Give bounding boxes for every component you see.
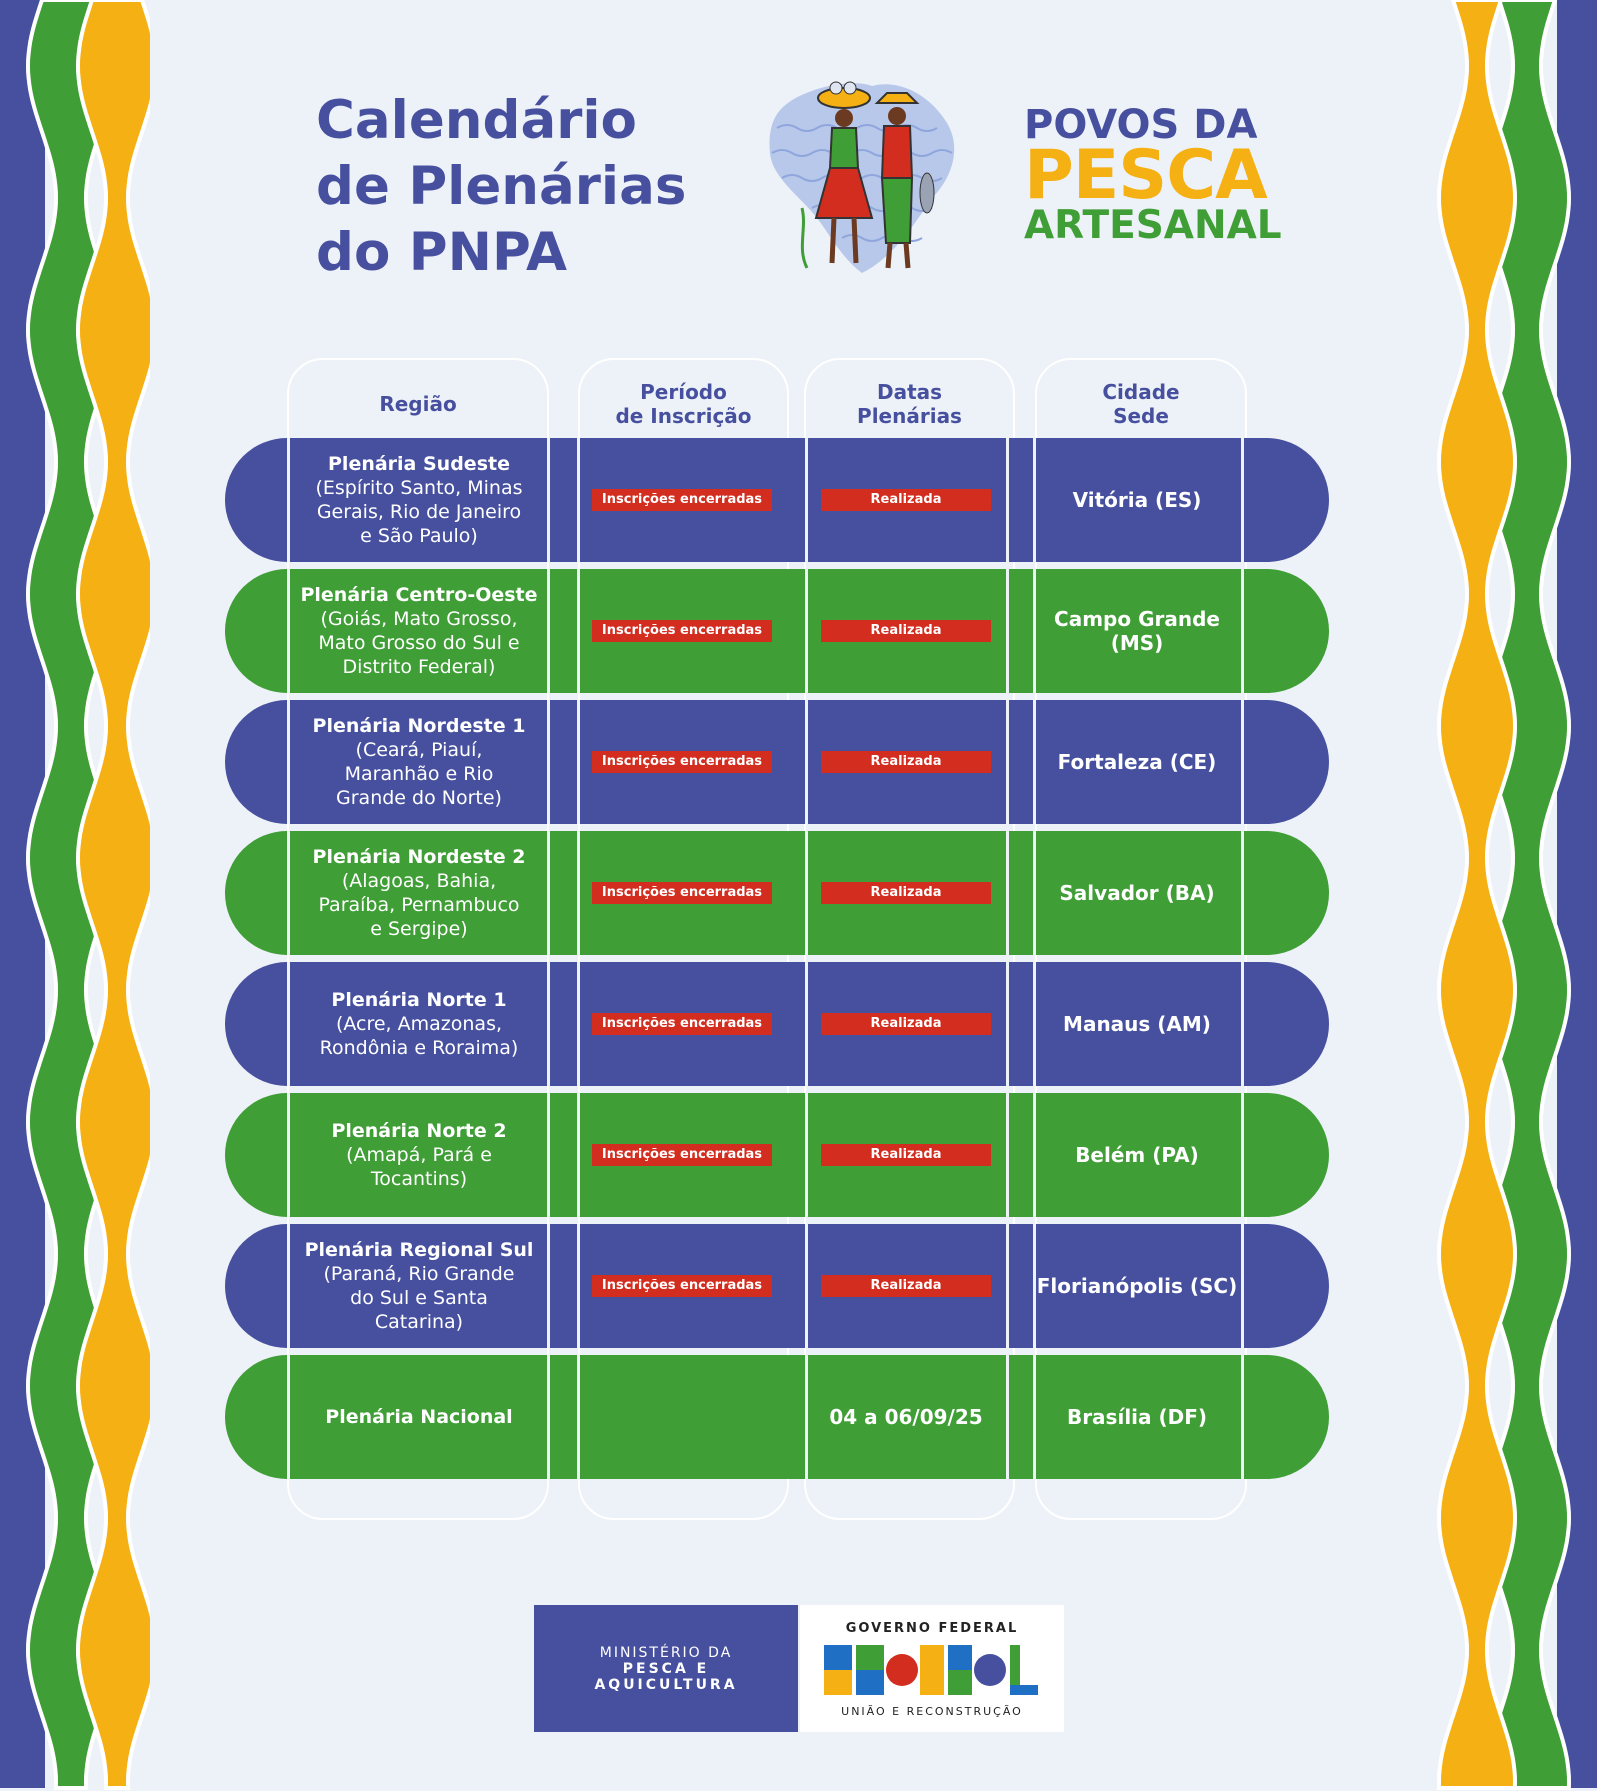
- column-divider: [1241, 569, 1244, 693]
- table-row: [225, 962, 1329, 1086]
- dates-cell: [805, 1093, 1007, 1217]
- gov-top-text: GOVERNO FEDERAL: [845, 1621, 1019, 1636]
- dates-cell: [805, 700, 1007, 824]
- region-cell: [289, 962, 549, 1086]
- column-divider: [1241, 1224, 1244, 1348]
- region-name: Plenária Norte 2: [331, 1120, 507, 1142]
- region-name: Plenária Centro-Oeste: [300, 584, 538, 606]
- region-name: Plenária Sudeste: [328, 453, 510, 475]
- city-cell: Brasília (DF): [1066, 1405, 1208, 1429]
- status-badge: Realizada: [821, 751, 991, 773]
- status-badge: Inscrições encerradas: [592, 1275, 772, 1297]
- ministry-logo: [534, 1605, 798, 1732]
- region-cell: [289, 700, 549, 824]
- status-badge: Realizada: [821, 620, 991, 642]
- city-cell: Campo Grande (MS): [1054, 607, 1220, 655]
- city-cell: Florianópolis (SC): [1036, 1274, 1238, 1298]
- status-badge: Inscrições encerradas: [592, 489, 772, 511]
- header-cidade: Cidade Sede: [1102, 380, 1180, 428]
- region-states: (Acre, Amazonas, Rondônia e Roraima): [319, 1013, 519, 1059]
- region-cell: [289, 438, 549, 562]
- column-divider: [1241, 831, 1244, 955]
- status-badge: Inscrições encerradas: [592, 751, 772, 773]
- dates-cell: [805, 831, 1007, 955]
- region-name: Plenária Regional Sul: [304, 1239, 534, 1261]
- period-cell: [579, 700, 785, 824]
- ministry-line-2: PESCA E: [622, 1660, 710, 1677]
- table-row: [225, 1355, 1329, 1479]
- header-regiao: Região: [379, 392, 457, 416]
- region-cell: [289, 1093, 549, 1217]
- region-states: (Espírito Santo, Minas Gerais, Rio de Janeiro e São Paulo): [315, 477, 523, 547]
- dates-cell: [805, 569, 1007, 693]
- region-cell: [289, 831, 549, 955]
- table-row: [225, 569, 1329, 693]
- region-cell: [289, 1355, 549, 1479]
- ministry-line-3: AQUICULTURA: [594, 1676, 738, 1693]
- status-badge: Realizada: [821, 1144, 991, 1166]
- region-states: (Alagoas, Bahia, Paraíba, Pernambuco e Sergipe): [318, 870, 520, 940]
- city-cell: Vitória (ES): [1072, 488, 1202, 512]
- region-name: Plenária Nordeste 1: [312, 715, 526, 737]
- region-name: Plenária Nacional: [325, 1406, 513, 1428]
- table-row: [225, 1224, 1329, 1348]
- region-cell: [289, 569, 549, 693]
- table-row: [225, 700, 1329, 824]
- column-divider: [1241, 438, 1244, 562]
- period-cell: [579, 1355, 785, 1479]
- povos-da-pesca-logo: [1024, 104, 1282, 246]
- gov-bottom-text: UNIÃO E RECONSTRUÇÃO: [841, 1705, 1023, 1718]
- period-cell: [579, 1224, 785, 1348]
- column-divider: [1241, 1093, 1244, 1217]
- city-cell: Salvador (BA): [1059, 881, 1215, 905]
- dates-cell: [805, 438, 1007, 562]
- period-cell: [579, 962, 785, 1086]
- table-row: [225, 438, 1329, 562]
- header-datas: Datas Plenárias: [857, 380, 962, 428]
- title-line: de Plenárias: [316, 156, 687, 217]
- brand-line-1: POVOS DA: [1024, 102, 1258, 148]
- dates-cell: [805, 1355, 1007, 1479]
- left-wave-border: [0, 0, 150, 1791]
- city-cell: Fortaleza (CE): [1057, 750, 1217, 774]
- title-line: Calendário: [316, 90, 637, 151]
- period-cell: [579, 831, 785, 955]
- status-badge: Inscrições encerradas: [592, 620, 772, 642]
- city-cell: Belém (PA): [1075, 1143, 1199, 1167]
- column-divider: [1241, 700, 1244, 824]
- column-divider: [1241, 1355, 1244, 1479]
- brand-line-3: ARTESANAL: [1024, 203, 1282, 248]
- status-badge: Realizada: [821, 489, 991, 511]
- plenaria-dates: 04 a 06/09/25: [829, 1405, 983, 1429]
- right-wave-border: [1427, 0, 1597, 1791]
- status-badge: Inscrições encerradas: [592, 882, 772, 904]
- page-title: [316, 88, 686, 286]
- region-states: (Goiás, Mato Grosso, Mato Grosso do Sul e Distrito Federal): [318, 608, 520, 678]
- brasil-wordmark-graphic: [824, 1641, 1040, 1699]
- brand-line-2: PESCA: [1024, 136, 1267, 215]
- status-badge: Inscrições encerradas: [592, 1144, 772, 1166]
- column-divider: [1241, 962, 1244, 1086]
- city-cell: Manaus (AM): [1063, 1012, 1211, 1036]
- period-cell: [579, 1093, 785, 1217]
- period-cell: [579, 569, 785, 693]
- region-name: Plenária Nordeste 2: [312, 846, 526, 868]
- dates-cell: [805, 1224, 1007, 1348]
- fishers-illustration: [762, 68, 972, 293]
- title-line: do PNPA: [316, 222, 567, 283]
- status-badge: Realizada: [821, 882, 991, 904]
- table-row: [225, 831, 1329, 955]
- header-periodo: Período de Inscrição: [615, 380, 752, 428]
- status-badge: Inscrições encerradas: [592, 1013, 772, 1035]
- region-states: (Amapá, Pará e Tocantins): [346, 1144, 492, 1190]
- region-states: (Ceará, Piauí, Maranhão e Rio Grande do Norte): [336, 739, 502, 809]
- status-badge: Realizada: [821, 1275, 991, 1297]
- ministry-line-1: MINISTÉRIO DA: [599, 1644, 733, 1661]
- period-cell: [579, 438, 785, 562]
- dates-cell: [805, 962, 1007, 1086]
- region-cell: [289, 1224, 549, 1348]
- region-states: (Paraná, Rio Grande do Sul e Santa Catarina): [323, 1263, 515, 1333]
- region-name: Plenária Norte 1: [331, 989, 507, 1011]
- governo-federal-logo: [800, 1605, 1064, 1732]
- status-badge: Realizada: [821, 1013, 991, 1035]
- table-row: [225, 1093, 1329, 1217]
